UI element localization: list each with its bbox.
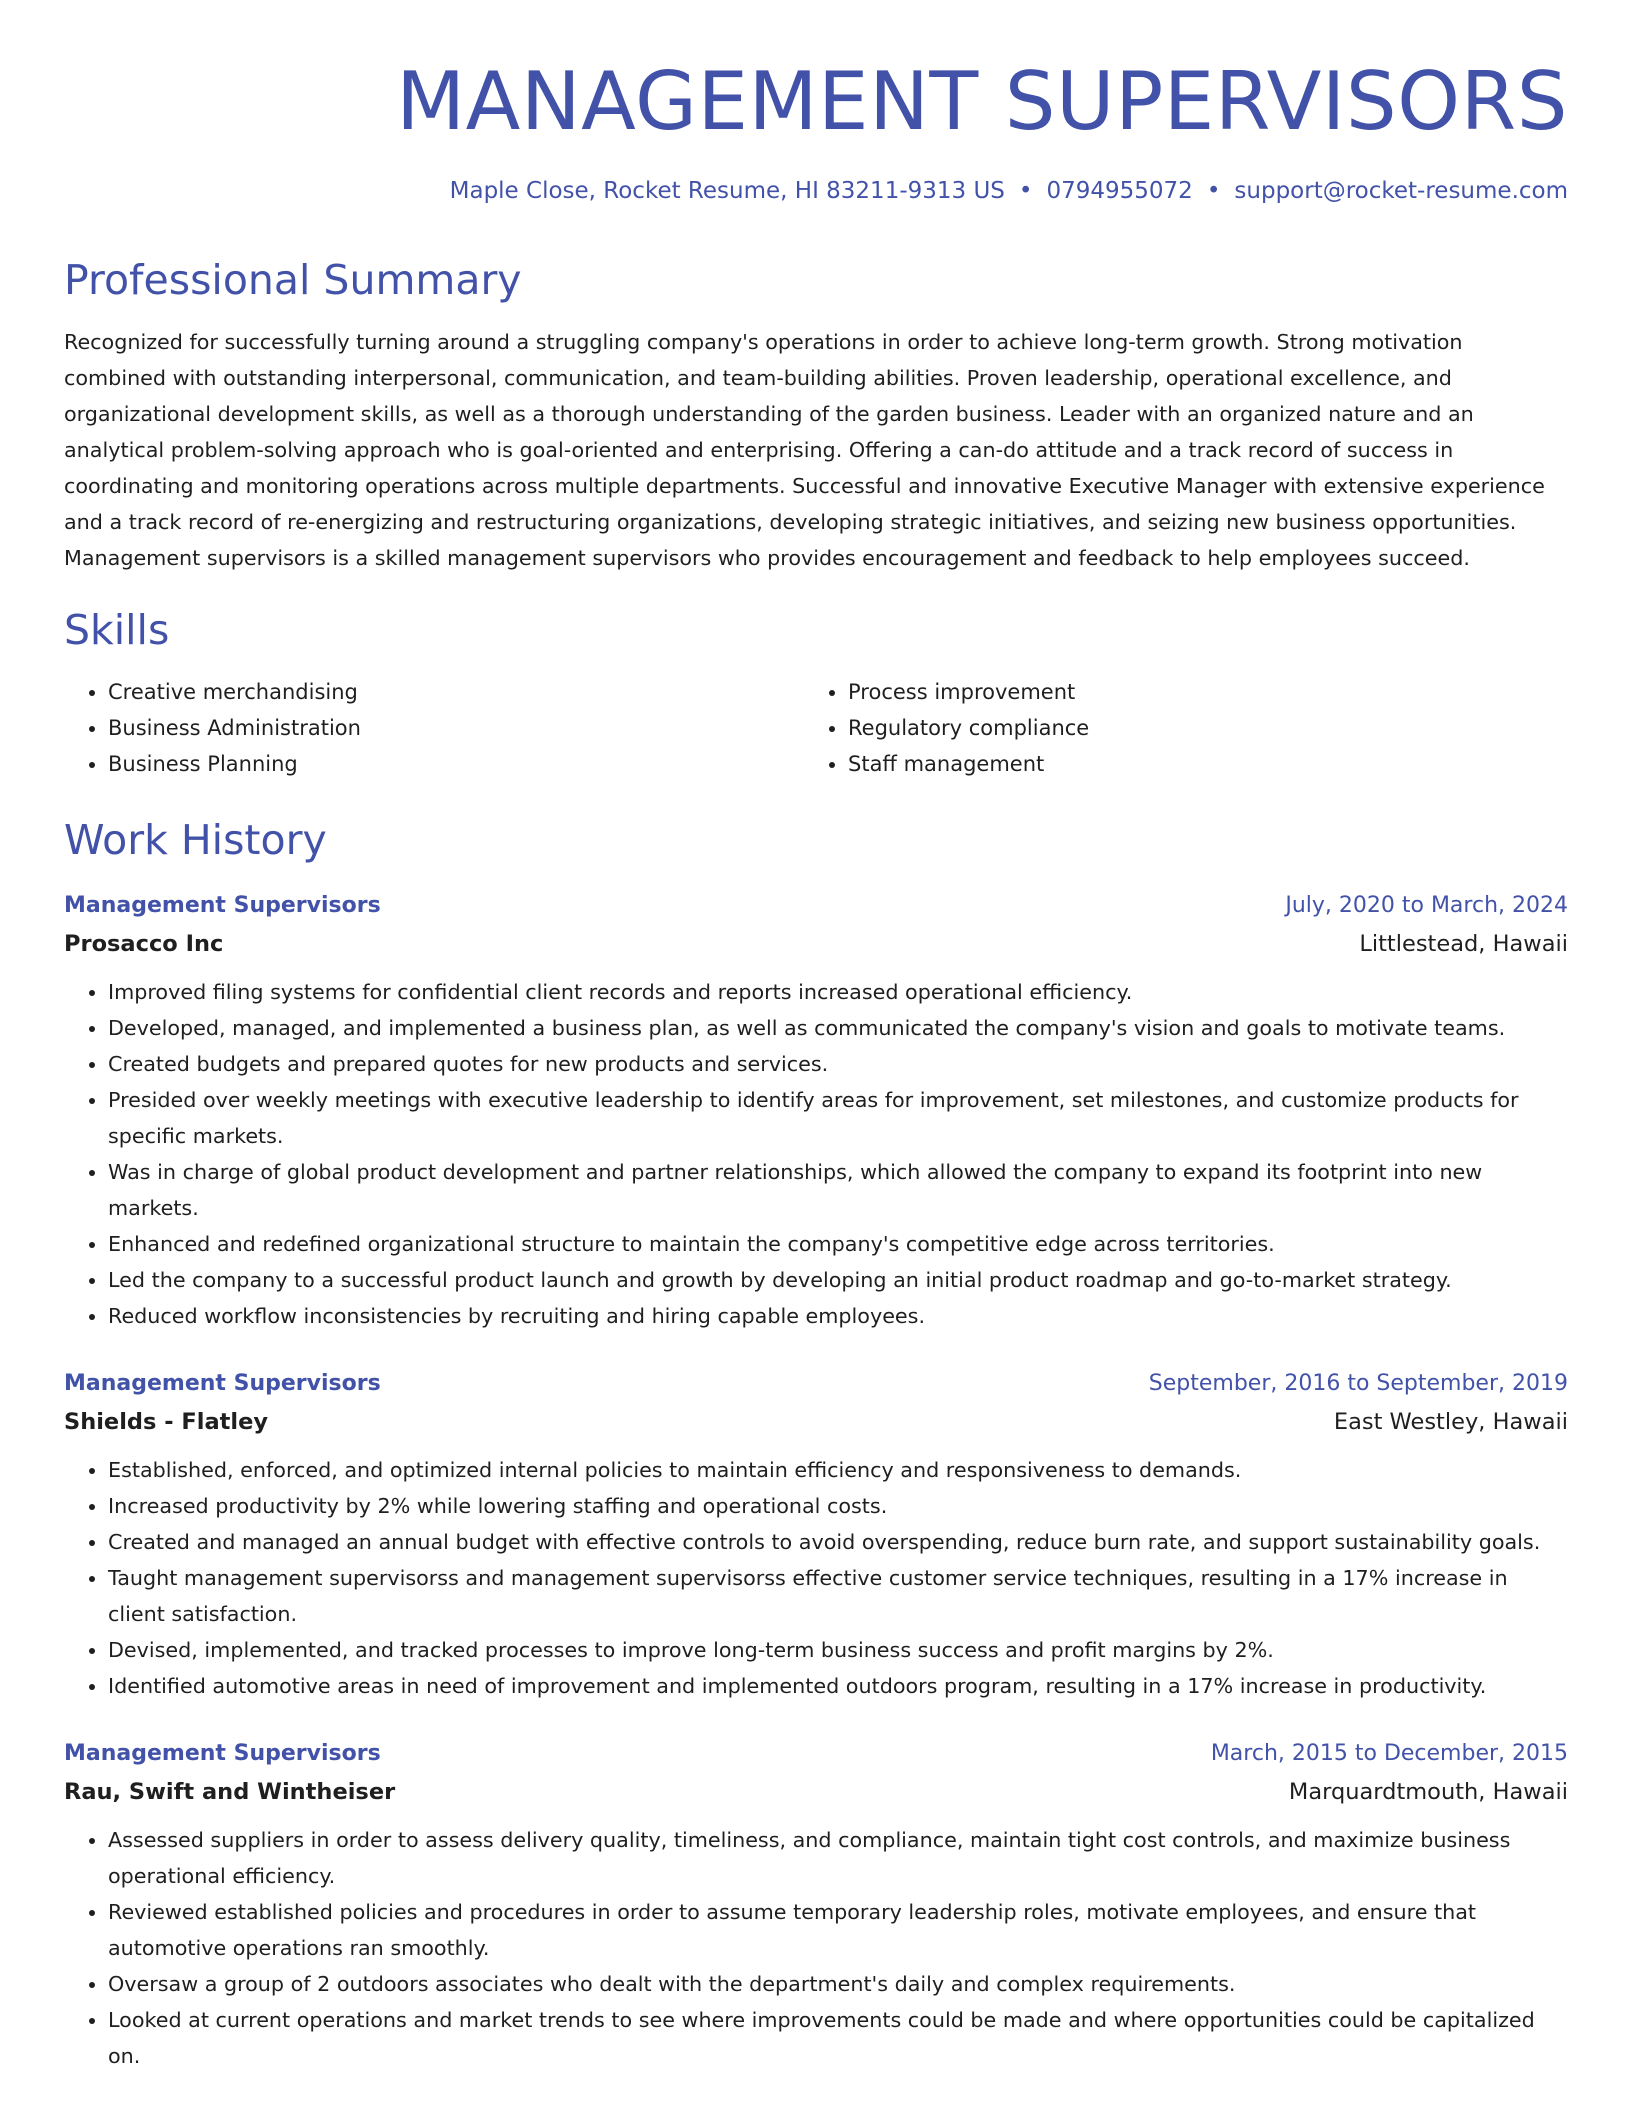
skills-list — [64, 674, 1568, 782]
job-title: Management Supervisors — [64, 893, 381, 918]
resume-header — [64, 0, 1568, 206]
job-entry — [64, 1366, 1568, 1704]
job-bullet: • Improved filing systems for confidential client records and reports increased operational efficiency. — [108, 974, 1568, 1010]
job-company: Rau, Swift and Wintheiser — [64, 1779, 396, 1805]
contact-phone: 0794955072 — [1046, 178, 1193, 204]
job-bullet: • Identified automotive areas in need of improvement and implemented outdoors program, resulting in a 17% increase in productivity. — [108, 1668, 1568, 1704]
candidate-name: MANAGEMENT SUPERVISORS — [396, 55, 1568, 148]
job-bullet: • Created budgets and prepared quotes for new products and services. — [108, 1046, 1568, 1082]
job-bullet: • Looked at current operations and market trends to see where improvements could be made and where opportunities could be capitalized on. — [108, 2002, 1568, 2074]
job-title: Management Supervisors — [64, 1741, 381, 1766]
job-company-row — [64, 1772, 1568, 1812]
job-bullet: • Presided over weekly meetings with executive leadership to identify areas for improvement, set milestones, and customize products for specific markets. — [108, 1082, 1568, 1154]
skill-item: • Creative merchandising — [108, 674, 804, 710]
summary-heading: Professional Summary — [64, 256, 522, 304]
job-bullet: • Enhanced and redefined organizational structure to maintain the company's competitive edge across territories. — [108, 1226, 1568, 1262]
contact-separator: • — [1206, 178, 1221, 204]
job-title-row — [64, 1366, 1568, 1402]
summary-text: Recognized for successfully turning around a struggling company's operations in order to achieve long-term growth. Strong motivation combined with outstanding interpersonal, communication, and team-building abilities. Proven leadership, operational excellence, and organizational development skills, as well as a thorough understanding of the garden business. Leader with an organized nature and an analytical problem-solving approach who is goal-oriented and enterprising. Offering a can-do attitude and a track record of success in coordinating and monitoring operations across multiple departments. Successful and innovative Executive Manager with extensive experience and a track record of re-energizing and restructuring organizations, developing strategic initiatives, and seizing new business opportunities. Management supervisors is a skilled management supervisors who provides encouragement and feedback to help employees succeed. — [64, 330, 1545, 570]
job-bullet: • Assessed suppliers in order to assess delivery quality, timeliness, and compliance, maintain tight cost controls, and maximize business operational efficiency. — [108, 1822, 1568, 1894]
job-bullet: • Taught management supervisorss and management supervisorss effective customer service techniques, resulting in a 17% increase in client satisfaction. — [108, 1560, 1568, 1632]
job-location: East Westley, Hawaii — [1333, 1409, 1568, 1435]
job-company-row — [64, 924, 1568, 964]
skill-item: • Regulatory compliance — [848, 710, 1544, 746]
job-entry — [64, 888, 1568, 1334]
job-bullet: • Oversaw a group of 2 outdoors associates who dealt with the department's daily and complex requirements. — [108, 1966, 1568, 2002]
work-history-heading: Work History — [64, 816, 327, 864]
contact-address: Maple Close, Rocket Resume, HI 83211-9313 US — [449, 178, 1005, 204]
job-location: Marquardtmouth, Hawaii — [1288, 1779, 1568, 1805]
job-bullet: • Developed, managed, and implemented a business plan, as well as communicated the company's vision and goals to motivate teams. — [108, 1010, 1568, 1046]
job-dates: July, 2020 to March, 2024 — [1285, 893, 1568, 918]
contact-line — [64, 176, 1568, 206]
job-bullets — [64, 974, 1568, 1334]
skill-item: • Business Administration — [108, 710, 804, 746]
job-bullets — [64, 1452, 1568, 1704]
contact-email[interactable]: support@rocket-resume.com — [1234, 178, 1568, 204]
job-company: Shields - Flatley — [64, 1409, 269, 1435]
contact-separator: • — [1018, 178, 1033, 204]
skill-item: • Business Planning — [108, 746, 804, 782]
skill-item: • Process improvement — [848, 674, 1544, 710]
skill-item: • Staff management — [848, 746, 1544, 782]
job-company: Prosacco Inc — [64, 931, 224, 957]
job-bullet: • Created and managed an annual budget with effective controls to avoid overspending, reduce burn rate, and support sustainability goals. — [108, 1524, 1568, 1560]
job-bullet: • Led the company to a successful product launch and growth by developing an initial product roadmap and go-to-market strategy. — [108, 1262, 1568, 1298]
job-bullet: • Reduced workflow inconsistencies by recruiting and hiring capable employees. — [108, 1298, 1568, 1334]
job-title: Management Supervisors — [64, 1371, 381, 1396]
job-location: Littlestead, Hawaii — [1359, 931, 1568, 957]
skills-column-right — [804, 674, 1544, 782]
job-title-row — [64, 888, 1568, 924]
job-entry — [64, 1736, 1568, 2074]
skills-heading: Skills — [64, 606, 170, 654]
job-title-row — [64, 1736, 1568, 1772]
job-dates: September, 2016 to September, 2019 — [1148, 1371, 1568, 1396]
skills-column-left — [64, 674, 804, 782]
job-bullet: • Devised, implemented, and tracked processes to improve long-term business success and profit margins by 2%. — [108, 1632, 1568, 1668]
job-bullet: • Established, enforced, and optimized internal policies to maintain efficiency and responsiveness to demands. — [108, 1452, 1568, 1488]
job-company-row — [64, 1402, 1568, 1442]
job-bullet: • Was in charge of global product development and partner relationships, which allowed the company to expand its footprint into new markets. — [108, 1154, 1568, 1226]
job-dates: March, 2015 to December, 2015 — [1210, 1741, 1568, 1766]
job-bullets — [64, 1822, 1568, 2074]
job-bullet: • Increased productivity by 2% while lowering staffing and operational costs. — [108, 1488, 1568, 1524]
job-bullet: • Reviewed established policies and procedures in order to assume temporary leadership roles, motivate employees, and ensure that automotive operations ran smoothly. — [108, 1894, 1568, 1966]
